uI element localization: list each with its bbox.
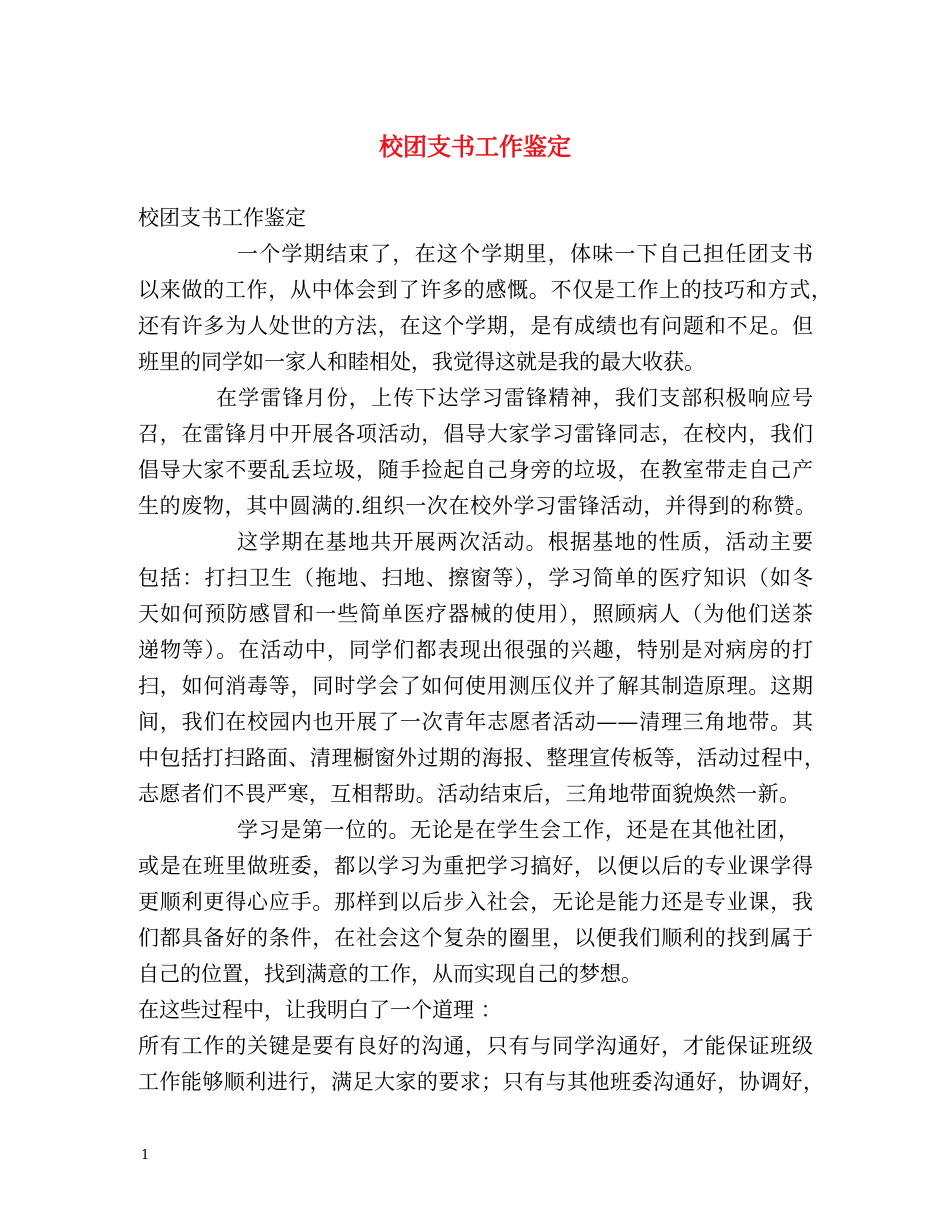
text-line: 所有工作的关键是要有良好的沟通，只有与同学沟通好，才能保证班级 — [138, 1034, 813, 1058]
page-number: 1 — [141, 1148, 150, 1163]
text-line: 班里的同学如一家人和睦相处，我觉得这就是我的最大收获。 — [138, 350, 705, 374]
text-line: 生的废物，其中圆满的.组织一次在校外学习雷锋活动，并得到的称赞。 — [138, 494, 816, 518]
page-title: 校团支书工作鉴定 — [379, 132, 571, 161]
text-line: 中包括打扫路面、清理橱窗外过期的海报、整理宣传板等，活动过程中， — [138, 746, 825, 770]
text-line: 扫，如何消毒等，同时学会了如何使用测压仪并了解其制造原理。这期 — [138, 674, 813, 698]
text-line: 包括：打扫卫生（拖地、扫地、擦窗等），学习简单的医疗知识（如冬 — [138, 566, 813, 590]
text-line: 以来做的工作，从中体会到了许多的感慨。不仅是工作上的技巧和方式， — [138, 278, 832, 302]
text-line: 在学雷锋月份，上传下达学习雷锋精神，我们支部积极响应号 — [216, 386, 813, 410]
text-line: 召，在雷锋月中开展各项活动，倡导大家学习雷锋同志，在校内，我们 — [138, 422, 813, 446]
text-line: 间，我们在校园内也开展了一次青年志愿者活动——清理三角地带。其 — [138, 710, 813, 734]
text-line: 递物等）。在活动中，同学们都表现出很强的兴趣，特别是对病房的打 — [138, 638, 813, 662]
text-line: 这学期在基地共开展两次活动。根据基地的性质，活动主要 — [237, 530, 813, 554]
text-line: 还有许多为人处世的方法，在这个学期，是有成绩也有问题和不足。但 — [138, 314, 813, 338]
text-line: 志愿者们不畏严寒，互相帮助。活动结束后，三角地带面貌焕然一新。 — [138, 782, 800, 806]
text-line: 校团支书工作鉴定 — [138, 206, 306, 230]
text-line: 在这些过程中，让我明白了一个道理 ： — [138, 998, 502, 1022]
text-line: 天如何预防感冒和一些简单医疗器械的使用），照顾病人（为他们送茶 — [138, 602, 813, 626]
text-line: 倡导大家不要乱丢垃圾，随手捡起自己身旁的垃圾，在教室带走自己产 — [138, 458, 813, 482]
text-line: 们都具备好的条件，在社会这个复杂的圈里，以便我们顺利的找到属于 — [138, 926, 813, 950]
text-line: 自己的位置，找到满意的工作，从而实现自己的梦想。 — [138, 962, 642, 986]
text-line: 工作能够顺利进行，满足大家的要求；只有与其他班委沟通好，协调好， — [138, 1070, 824, 1094]
text-line: 学习是第一位的。无论是在学生会工作，还是在其他社团， — [237, 818, 799, 842]
text-line: 一个学期结束了，在这个学期里，体味一下自己担任团支书 — [237, 242, 813, 266]
text-line: 或是在班里做班委，都以学习为重把学习搞好，以便以后的专业课学得 — [138, 854, 813, 878]
text-line: 更顺利更得心应手。那样到以后步入社会，无论是能力还是专业课，我 — [138, 890, 813, 914]
